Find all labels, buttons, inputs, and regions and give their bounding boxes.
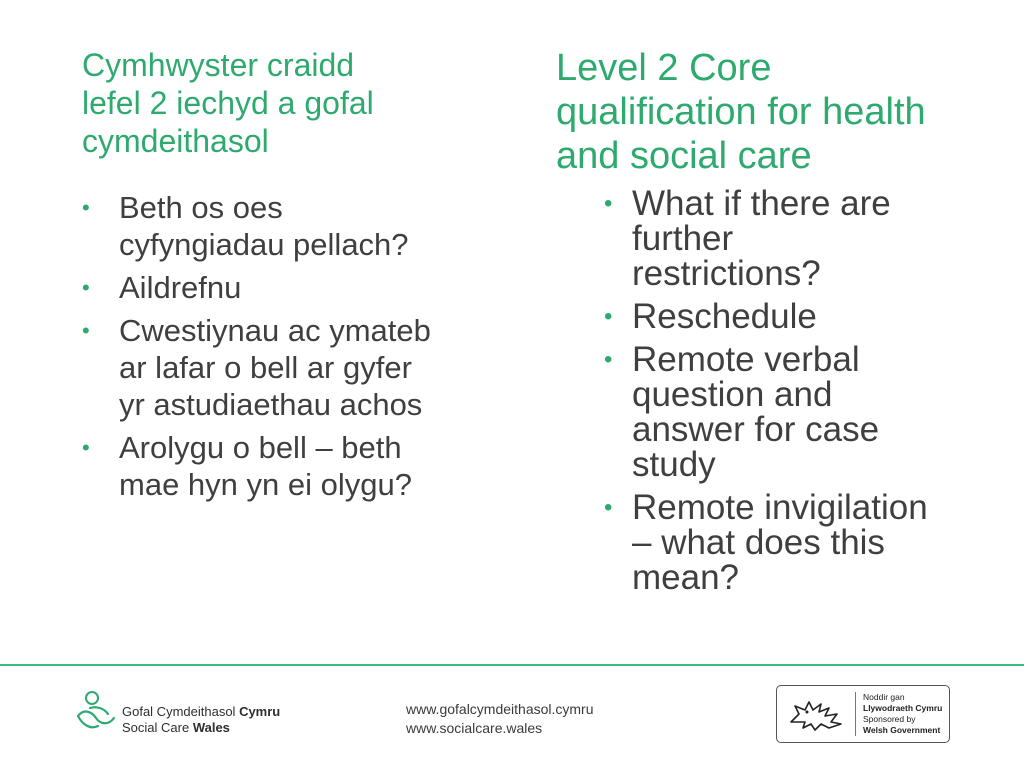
list-item: • Cwestiynau ac ymateb ar lafar o bell ar gyfer yr astudiaethau achos — [82, 313, 431, 422]
social-care-wales-logo-text: Gofal Cymdeithasol Cymru Social Care Wales — [122, 704, 281, 735]
bullet-icon: • — [82, 318, 90, 343]
welsh-title-line: lefel 2 iechyd a gofal — [82, 85, 374, 121]
list-item: • Beth os oes cyfyngiadau pellach? — [82, 190, 409, 262]
english-title-line: qualification for health — [556, 91, 926, 133]
list-item: • Reschedule — [604, 297, 817, 336]
badge-divider — [855, 692, 856, 736]
welsh-government-badge — [776, 685, 950, 743]
url-english-link[interactable]: www.socialcare.wales — [406, 720, 543, 736]
social-care-wales-logo-icon — [74, 690, 118, 734]
list-item: • Remote verbal question and answer for case study — [604, 340, 880, 484]
url-welsh-link[interactable]: www.gofalcymdeithasol.cymru — [406, 701, 594, 717]
list-item: • Aildrefnu — [82, 270, 242, 305]
bullet-icon: • — [604, 346, 613, 373]
bullet-icon: • — [604, 303, 613, 330]
bullet-icon: • — [82, 275, 90, 300]
welsh-bullet-list — [82, 189, 482, 509]
bullet-icon: • — [82, 195, 90, 220]
welsh-title — [82, 46, 462, 160]
english-title — [556, 46, 996, 178]
list-item: • Arolygu o bell – beth mae hyn yn ei olygu? — [82, 430, 412, 502]
footer-urls — [406, 700, 594, 738]
english-title-line: Level 2 Core — [556, 47, 772, 89]
list-item: • What if there are further restrictions? — [604, 184, 891, 293]
welsh-title-line: Cymhwyster craidd — [82, 47, 355, 83]
bullet-icon: • — [604, 494, 613, 521]
badge-text: Noddir gan Llywodraeth Cymru Sponsored by Welsh Government — [863, 692, 943, 735]
list-item: • Remote invigilation – what does this mean? — [604, 488, 928, 597]
footer-divider — [0, 664, 1024, 666]
bullet-icon: • — [604, 190, 613, 217]
welsh-title-line: cymdeithasol — [82, 123, 269, 159]
welsh-dragon-icon — [785, 692, 849, 736]
english-bullet-list — [604, 186, 1014, 603]
english-title-line: and social care — [556, 135, 812, 177]
bullet-icon: • — [82, 435, 90, 460]
